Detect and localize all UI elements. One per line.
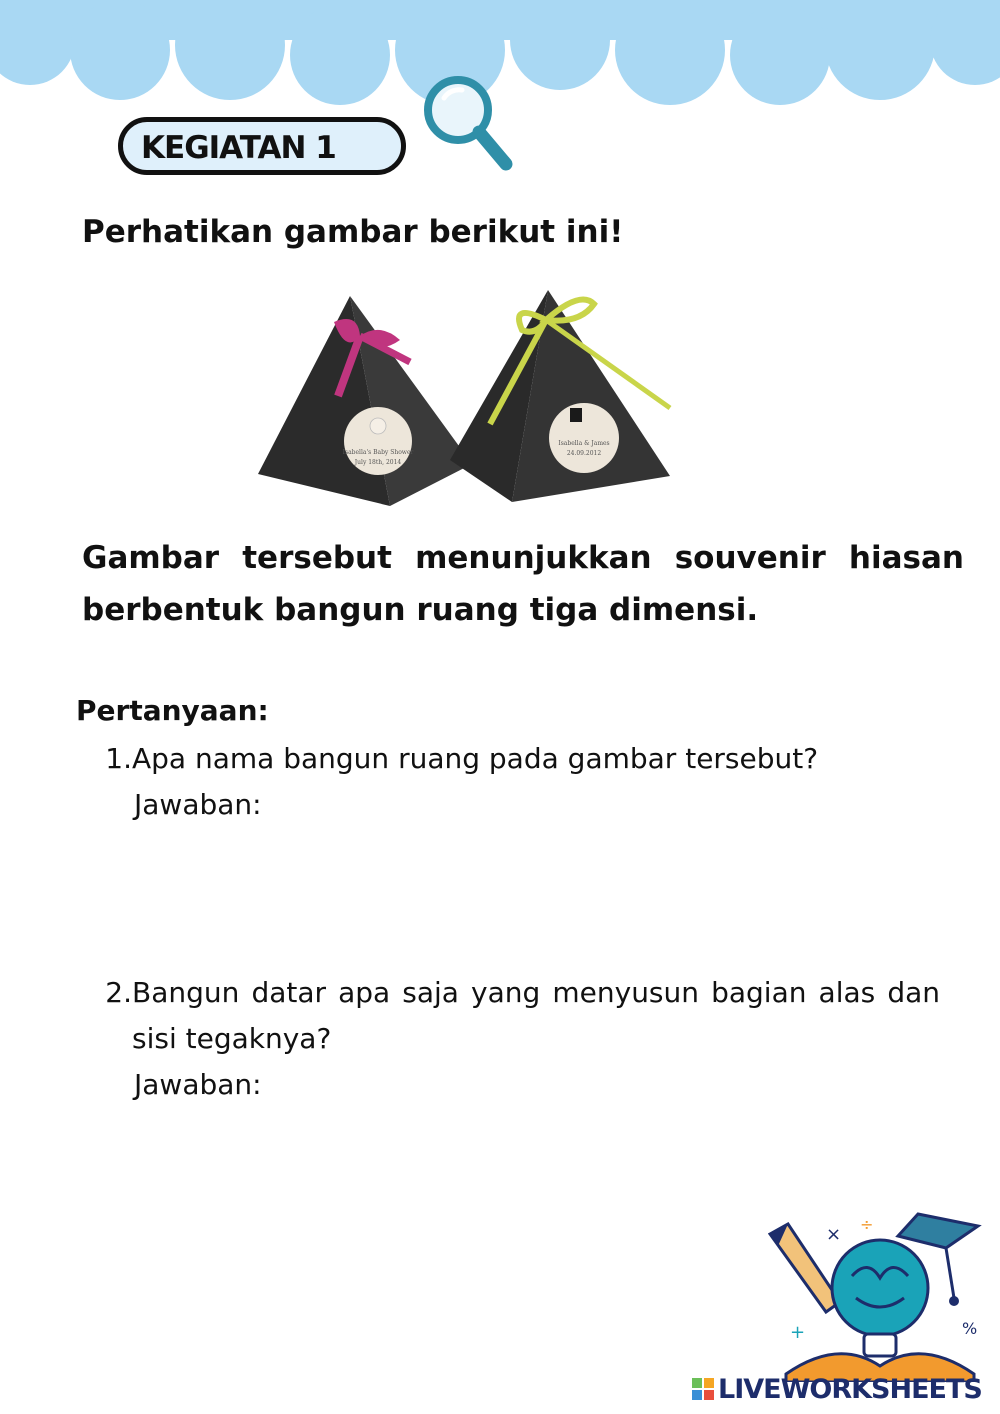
left-box-label-line1: Isabella's Baby Shower [342,449,414,456]
svg-text:%: % [962,1319,978,1338]
question-2-number: 2. [105,976,132,1009]
questions-heading: Pertanyaan: [76,694,269,727]
activity-title: KEGIATAN 1 [141,130,336,166]
liveworksheets-logo [692,1372,982,1406]
magnifier-icon [418,74,518,174]
question-2-text: Bangun datar apa saja yang menyusun bagian alas dan sisi tegaknya? [132,976,940,1055]
question-2-answer-label: Jawaban: [134,1068,262,1101]
svg-text:+: + [790,1322,806,1343]
right-box-label-line2: 24.09.2012 [566,450,602,457]
question-1-text: Apa nama bangun ruang pada gambar tersebut? [132,742,819,775]
svg-text:÷: ÷ [860,1215,874,1234]
left-box-label-line2: July 18th, 2014 [354,459,402,466]
liveworksheets-wordmark: LIVEWORKSHEETS [718,1373,982,1405]
brain-lightbulb-logo-icon [768,1206,994,1382]
question-1-number: 1. [105,742,132,775]
question-1-answer-label: Jawaban: [134,788,262,821]
liveworksheets-mark-icon [692,1378,714,1400]
right-box-label-line1: Isabella & James [558,440,610,447]
question-2 [100,970,940,1108]
activity-title-box [118,117,406,175]
question-1 [100,736,940,828]
description-text: Gambar tersebut menunjukkan souvenir hiasan berbentuk bangun ruang tiga dimensi. [82,540,964,628]
svg-text:×: × [826,1224,842,1245]
instruction-text: Perhatikan gambar berikut ini! [82,214,624,250]
pyramid-gift-boxes-image [250,284,680,514]
